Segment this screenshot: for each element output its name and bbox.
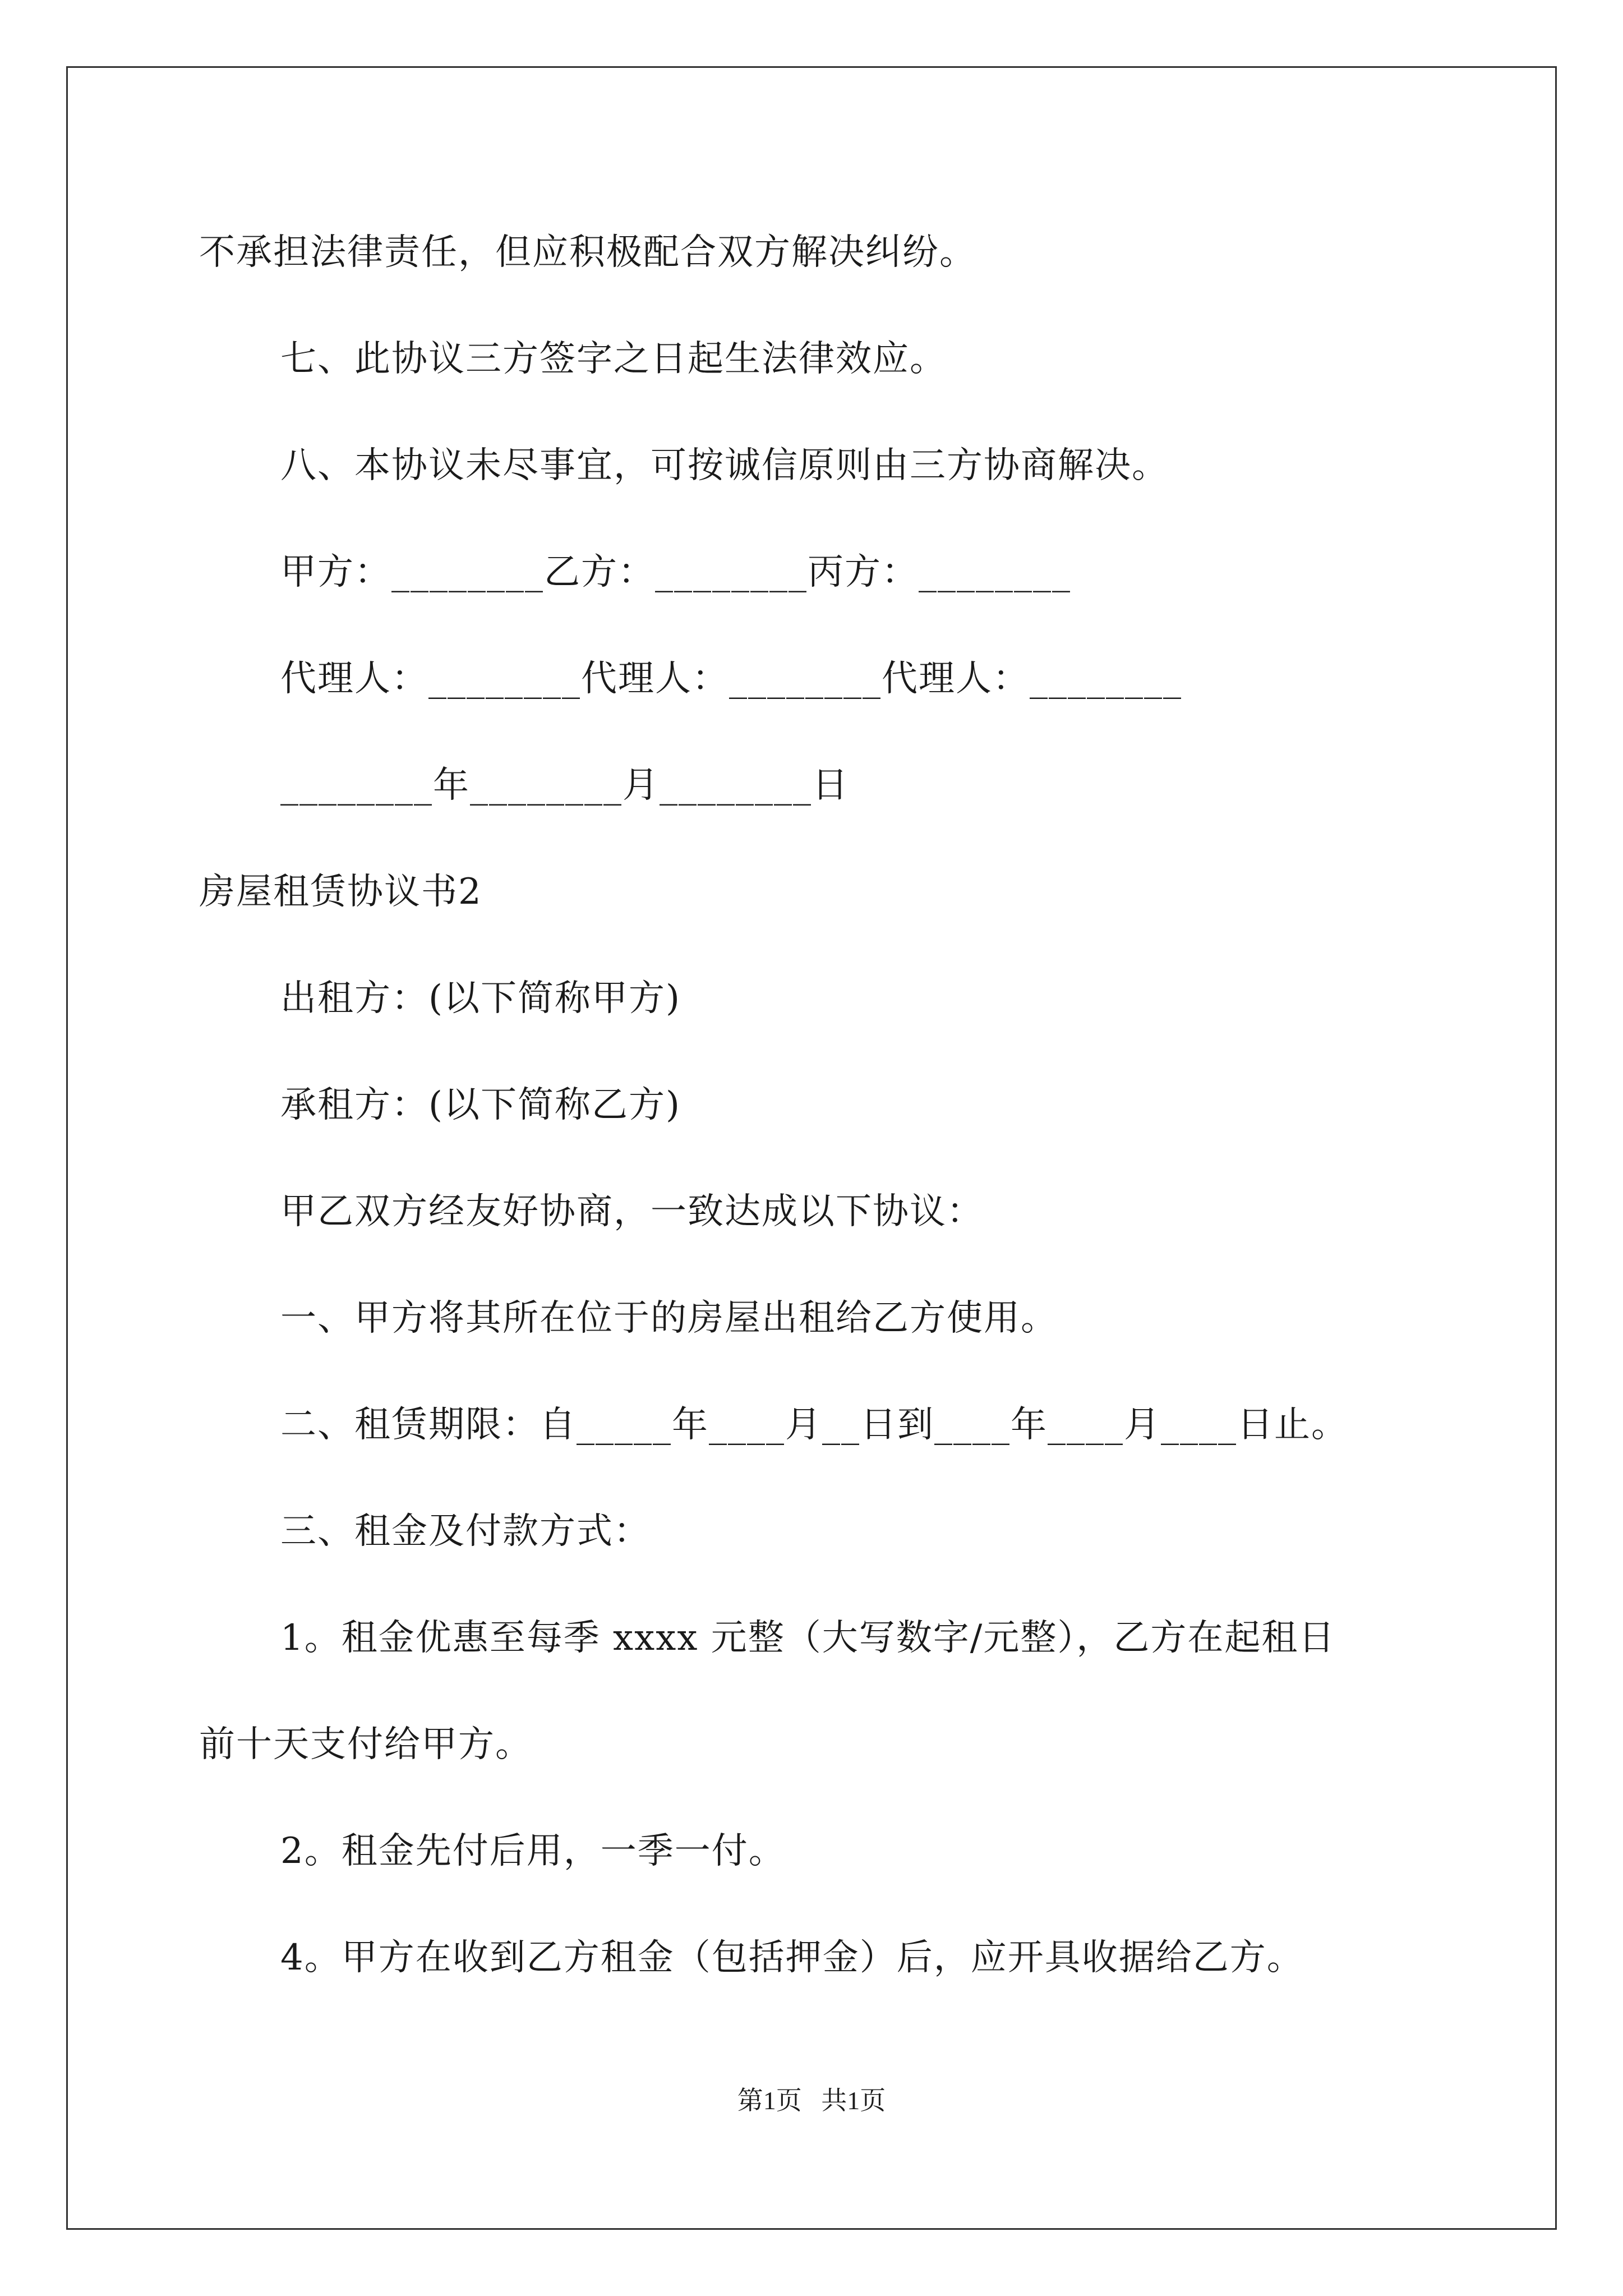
date-line: ________年________月________日 bbox=[280, 765, 849, 806]
paragraph-line: 不承担法律责任，但应积极配合双方解决纠纷。 bbox=[199, 232, 976, 273]
rent-item-1-continued: 前十天支付给甲方。 bbox=[199, 1724, 532, 1765]
lessee-line: 承租方：(以下简称乙方) bbox=[280, 1084, 681, 1126]
rent-item-1: 1。租金优惠至每季 xxxx 元整（大写数字/元整），乙方在起租日 bbox=[280, 1617, 1336, 1659]
clause-7: 七、此协议三方签字之日起生法律效应。 bbox=[280, 338, 947, 380]
clause-3-rent: 三、租金及付款方式： bbox=[280, 1511, 651, 1552]
document-title: 房屋租赁协议书2 bbox=[199, 871, 482, 913]
agreement-intro: 甲乙双方经友好协商，一致达成以下协议： bbox=[280, 1191, 984, 1232]
rent-item-4: 4。甲方在收到乙方租金（包括押金）后，应开具收据给乙方。 bbox=[280, 1937, 1304, 1978]
lessor-line: 出租方：(以下简称甲方) bbox=[280, 978, 681, 1019]
signature-parties-line: 甲方：________乙方：________丙方：________ bbox=[280, 551, 1071, 593]
clause-2-lease-term: 二、租赁期限：自_____年____月__日到____年____月____日止。 bbox=[280, 1404, 1348, 1446]
page-border bbox=[66, 66, 1557, 2230]
clause-8: 八、本协议未尽事宜，可按诚信原则由三方协商解决。 bbox=[280, 445, 1169, 486]
agents-signature-line: 代理人：________代理人：________代理人：________ bbox=[280, 658, 1182, 700]
clause-1: 一、甲方将其所在位于的房屋出租给乙方使用。 bbox=[280, 1297, 1058, 1339]
page-footer: 第1页 共1页 bbox=[737, 2086, 886, 2115]
rent-item-2: 2。租金先付后用，一季一付。 bbox=[280, 1830, 786, 1872]
